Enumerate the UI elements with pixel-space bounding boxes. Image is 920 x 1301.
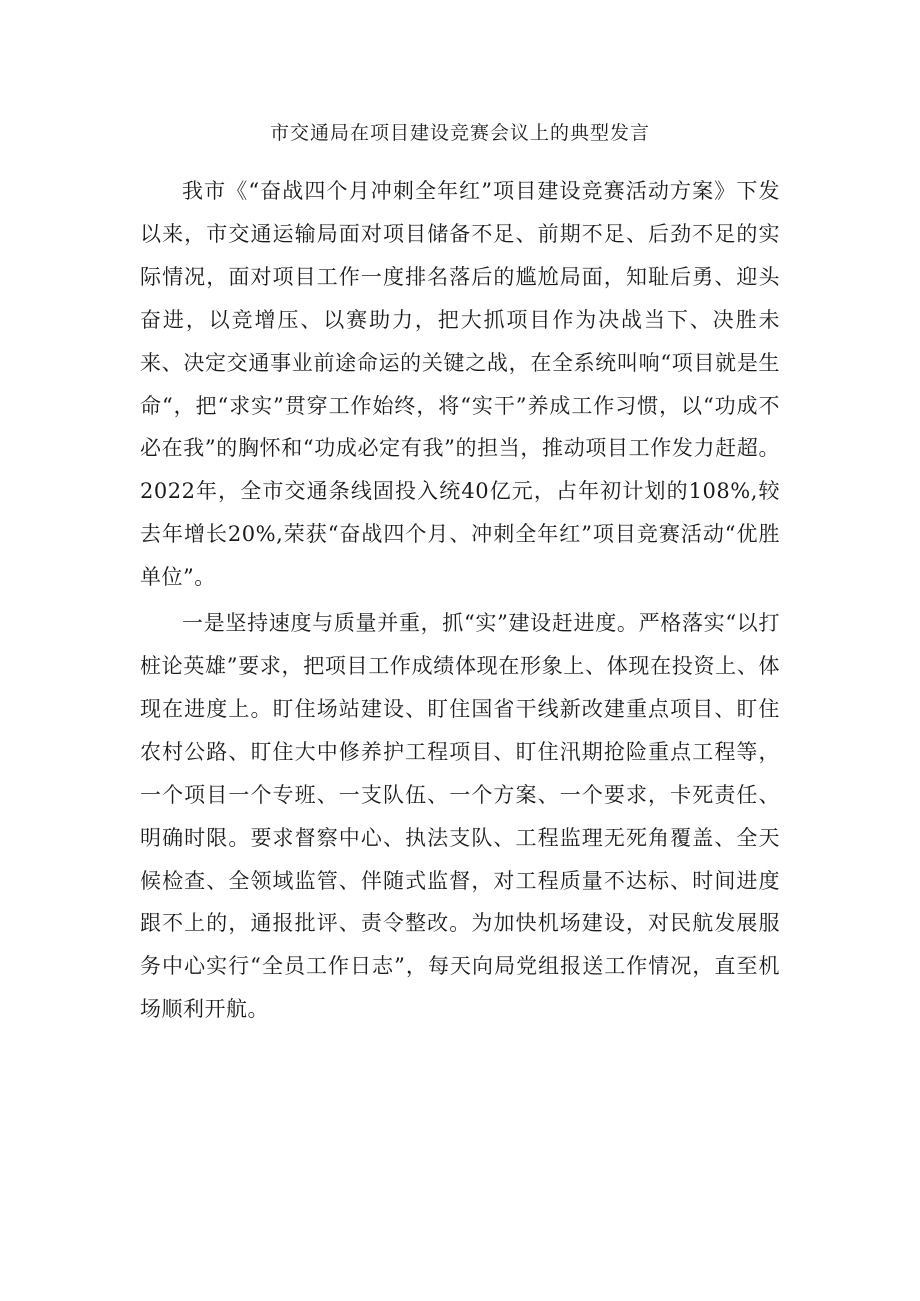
document-title: 市交通局在项目建设竞赛会议上的典型发言 — [269, 122, 650, 144]
document-body — [140, 170, 780, 1034]
paragraph-intro: 我市《“奋战四个月冲刺全年红”项目建设竞赛活动方案》下发以来，市交通运输局面对项目储备不足、前期不足、后劲不足的实际情况，面对项目工作一度排名落后的尴尬局面，知耻后勇、迎头奋进，以竞增压、以赛助力，把大抓项目作为决战当下、决胜未来、决定交通事业前途命运的关键之战，在全系统叫响“项目就是生命“，把“求实”贯穿工作始终，将“实干”养成工作习惯，以“功成不必在我”的胸怀和“功成必定有我”的担当，推动项目工作发力赶超。2022年，全市交通条线固投入统40亿元，占年初计划的108%,较去年增长20%,荣获“奋战四个月、冲刺全年红”项目竞赛活动“优胜单位”。 — [140, 179, 780, 590]
paragraph-point-one: 一是坚持速度与质量并重，抓“实”建设赶进度。严格落实“以打桩论英雄”要求，把项目工作成绩体现在形象上、体现在投资上、体现在进度上。盯住场站建设、盯住国省干线新改建重点项目、盯住农村公路、盯住大中修养护工程项目、盯住汛期抢险重点工程等，一个项目一个专班、一支队伍、一个方案、一个要求，卡死责任、明确时限。要求督察中心、执法支队、工程监理无死角覆盖、全天候检查、全领域监管、伴随式监督，对工程质量不达标、时间进度跟不上的，通报批评、责令整改。为加快机场建设，对民航发展服务中心实行“全员工作日志”，每天向局党组报送工作情况，直至机场顺利开航。 — [140, 611, 780, 1022]
